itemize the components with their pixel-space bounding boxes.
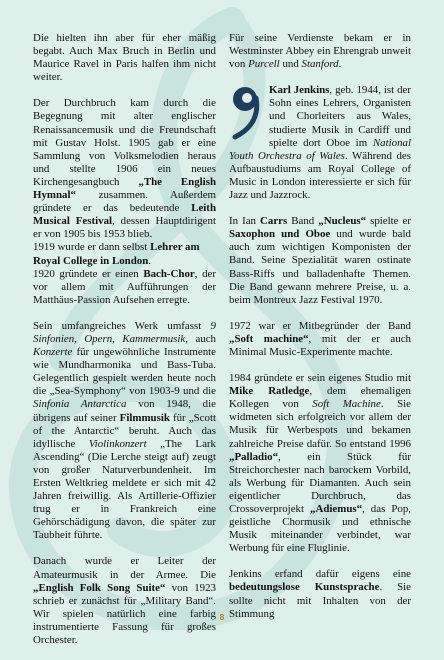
text: Band <box>287 215 319 228</box>
left-column <box>33 32 216 660</box>
emphasis: Konzerte <box>33 346 73 359</box>
text: von 1923 schrieb er zunächst für „Military Band“. Wir spielen natürlich eine farbig instrumentierte Fassung für großes Orchester. <box>33 581 216 647</box>
text: „The Lark Ascending“ (Die Lerche steigt auf) zeugt von großer Naturverbundenheit. Im Ersten Weltkrieg meldete er sich mit 42 Jahren freiwillig. Als Artillerie-Offizier trug er in Frankreich eine Gehörschädigung davon, die später zur Taubheit führte. <box>33 437 216 542</box>
text: Der Durchbruch kam durch die Begegnung mit alter englischer Renaissancemusik und die Freundschaft mit Gustav Holst. 1905 gab er eine Sammlung von Volksmelodien heraus und stellte 1906 ein neues Kirchengesangbuch <box>33 97 216 188</box>
band-name: Soft Machine <box>312 398 381 411</box>
drop-cap-icon <box>229 84 265 140</box>
text: 1984 gründete er sein eigenes Studio mit <box>229 372 411 385</box>
text: Für seine Verdienste bekam er in Westminster Abbey ein Ehrengrab unweit von <box>229 32 411 71</box>
festival-name: Leith Musical Festival <box>33 202 216 228</box>
text: 1920 gründete er einen <box>33 267 144 280</box>
emphasis: Bach-Chor <box>143 267 195 280</box>
text: . Sie widmeten sich erfolgreich vor allem der Musik für Werbespots und bekamen zahlreiche Preise dafür. So entstand 1996 <box>229 398 411 450</box>
emphasis: Filmmusik <box>119 411 170 424</box>
text: Danach wurde er Leiter der Amateurmusik in der Armee. Die <box>33 555 216 581</box>
paragraph <box>229 32 411 71</box>
text: 1919 wurde er dann selbst <box>33 241 151 254</box>
text: , das Pop, geistliche Chormusik und ethnische Musik miteinander verbindet, war Werbung für eine Fluglinie. <box>229 503 412 555</box>
text: , ein Stück für Streichorchester nach barockem Vorbild, als Werbung für Diamanten. Auch sein eigentlicher Durchbruch, das Crossoverprojekt <box>229 450 411 515</box>
emphasis: Saxophon und Oboe <box>229 228 331 241</box>
text: 1972 war er Mitbegründer der Band <box>229 319 411 332</box>
paragraph <box>33 32 216 84</box>
paragraph <box>33 268 216 307</box>
composer-name: Karl Jenkins <box>269 84 330 97</box>
emphasis: Lehrer am Royal College in London <box>33 241 200 267</box>
paragraph <box>33 241 216 267</box>
text: . Während des Aufbaustudiums am Royal College of Music in London interessierte er sich für Jazz und Jazzrock. <box>229 149 411 202</box>
text: Die hielten ihn aber für eher mäßig begabt. Auch Max Bruch in Berlin und Maurice Ravel in Paris halfen ihm nicht weiter. <box>33 32 216 84</box>
text: für „Scott of the Antarctic“ beruht. Auch das idyllische <box>33 411 216 450</box>
emphasis: Carrs <box>260 215 288 228</box>
paragraph <box>33 555 216 647</box>
text: von 1948, die übrigens auf seiner <box>33 398 216 424</box>
text: , der vor allem mit Aufführungen der Matthäus-Passion Aufsehen erregte. <box>33 267 216 306</box>
text: für ungewöhnliche Instrumente wie Mundharmonika und Bass-Tuba. Gelegentlich gespielt werden heute noch die „Sea-Symphony“ von 1903-9 und die <box>33 346 216 398</box>
text: Jenkins erfand dafür eigens eine <box>229 568 411 581</box>
work-list: 9 Sinfonien, Opern, Kammermusik, <box>33 319 216 345</box>
text: In Ian <box>229 215 261 228</box>
text: und <box>279 58 302 71</box>
hymnal-title: „The English Hymnal“ <box>33 175 216 202</box>
composer-name: Stanford <box>301 58 339 71</box>
person-name: Mike Ratledge <box>229 385 310 398</box>
drop-cap-paragraph <box>229 84 411 202</box>
text: , geb. 1944, ist der Sohn eines Lehrers, Organisten und Chorleiters aus Wales, studierte Musik in Cardiff und spielte dort Oboe im <box>269 84 411 149</box>
emphasis: bedeutungslose Kunstsprache <box>229 581 380 594</box>
paragraph <box>33 97 216 241</box>
text: . Sie sollte nicht mit Inhalten von der Stimmung <box>229 581 411 620</box>
text: . <box>338 58 342 71</box>
work-title: „Palladio“ <box>229 450 279 463</box>
paragraph <box>229 215 411 307</box>
text: , mit der er auch Minimal Music-Experimente machte. <box>229 332 411 358</box>
text: , dem ehemaligen Kollegen von <box>229 385 411 411</box>
orchestra-name: National Youth Orchestra of Wales <box>229 136 411 162</box>
page-number: 8 <box>219 613 225 622</box>
text: auch <box>187 332 217 345</box>
paragraph <box>33 320 216 543</box>
work-title: „English Folk Song Suite“ <box>33 581 166 594</box>
band-name: „Soft machine“ <box>229 332 309 345</box>
text: Sein umfangreiches Werk umfasst <box>33 319 211 332</box>
text: spielte er <box>366 215 411 228</box>
band-name: „Nucleus“ <box>318 215 367 228</box>
text: und wurde bald auch zum wichtigen Komponisten der Band. Seine Spezialität waren ostinate Bass-Riffs und balladenhafte Themen. Die Band gewann mehrere Preise, u. a. beim Montreux Jazz Festival 1970. <box>229 228 411 306</box>
work-title: Sinfonia Antarctica <box>33 398 127 411</box>
paragraph <box>229 372 411 555</box>
text: , dessen Hauptdirigent er von 1905 bis 1953 blieb. <box>33 215 216 241</box>
composer-name: Purcell <box>248 58 280 71</box>
text: . <box>148 254 152 267</box>
text: zusammen. Außerdem gründete er das bedeutende <box>33 189 216 215</box>
paragraph <box>229 320 411 359</box>
right-column <box>229 32 411 634</box>
project-name: „Adiemus“ <box>310 503 363 515</box>
work-title: Violinkonzert <box>88 437 147 450</box>
